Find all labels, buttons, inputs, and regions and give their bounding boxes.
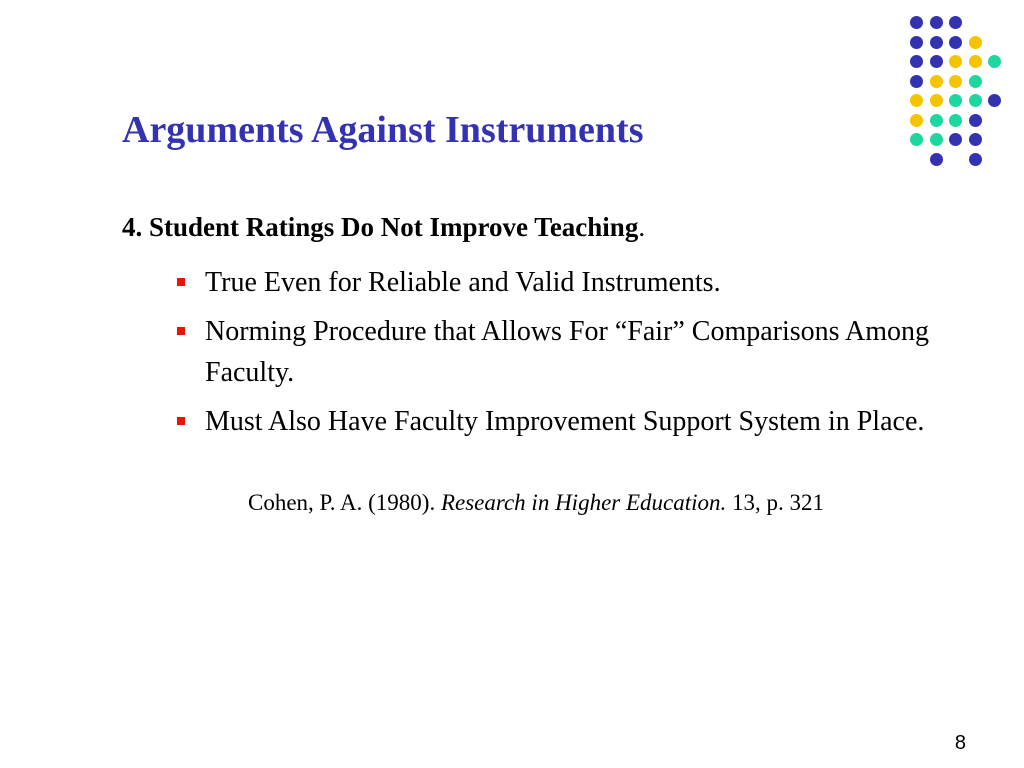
slide-subheading [122, 211, 645, 243]
bullet-item [170, 311, 980, 393]
decorative-dot [949, 114, 962, 127]
bullet-text: Must Also Have Faculty Improvement Support System in Place. [205, 406, 925, 437]
decorative-dot [930, 75, 943, 88]
decorative-dot [910, 114, 923, 127]
decorative-dot [910, 36, 923, 49]
citation-journal: Research in Higher Education. [440, 490, 727, 515]
decorative-dot [930, 55, 943, 68]
decorative-dot [910, 133, 923, 146]
square-bullet-icon [177, 327, 185, 335]
square-bullet-icon [177, 417, 185, 425]
bullet-item [170, 262, 980, 303]
decorative-dot [969, 133, 982, 146]
subheading-bold-text: 4. Student Ratings Do Not Improve Teaching [122, 212, 639, 242]
square-bullet-icon [177, 278, 185, 286]
slide-title: Arguments Against Instruments [122, 109, 644, 151]
subheading-tail-text: . [638, 212, 646, 242]
decorative-dot [949, 16, 962, 29]
decorative-dot [969, 36, 982, 49]
decorative-dot [969, 55, 982, 68]
decorative-dot [910, 55, 923, 68]
decorative-dot [949, 94, 962, 107]
decorative-dot [969, 114, 982, 127]
bullet-list [170, 262, 980, 450]
decorative-dot [930, 94, 943, 107]
decorative-dot [949, 55, 962, 68]
decorative-dot [930, 133, 943, 146]
decorative-dot [930, 36, 943, 49]
decorative-dot [949, 75, 962, 88]
bullet-text: Norming Procedure that Allows For “Fair” Comparisons Among Faculty. [205, 316, 930, 388]
decorative-dot [969, 94, 982, 107]
decorative-dot [930, 153, 943, 166]
bullet-text: True Even for Reliable and Valid Instruments. [205, 267, 721, 298]
decorative-dot [949, 36, 962, 49]
decorative-dot [910, 16, 923, 29]
decorative-dot [930, 114, 943, 127]
decorative-dot-grid [910, 16, 1010, 166]
page-number: 8 [954, 732, 966, 754]
decorative-dot [988, 55, 1001, 68]
decorative-dot [988, 94, 1001, 107]
decorative-dot [969, 153, 982, 166]
citation [248, 489, 824, 517]
decorative-dot [949, 133, 962, 146]
decorative-dot [930, 16, 943, 29]
decorative-dot [910, 75, 923, 88]
decorative-dot [910, 94, 923, 107]
bullet-item [170, 401, 980, 442]
citation-suffix: 13, p. 321 [726, 490, 825, 515]
decorative-dot [969, 75, 982, 88]
citation-prefix: Cohen, P. A. (1980). [248, 490, 441, 515]
